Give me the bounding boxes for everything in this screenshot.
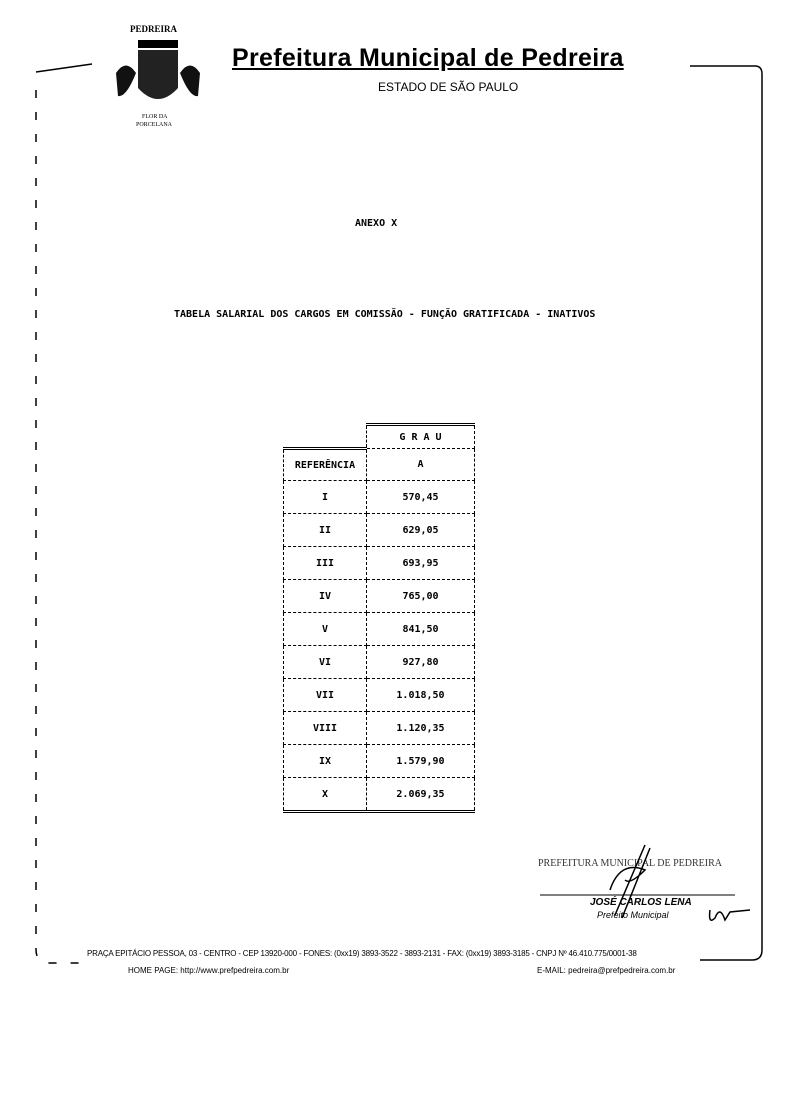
ref-cell: IX xyxy=(284,745,367,778)
footer-address: PRAÇA EPITÁCIO PESSOA, 03 - CENTRO - CEP 13920-000 - FONES: (0xx19) 3893-3522 - 3893-2131 - FAX: (0xx19) 3893-3185 - CNPJ Nº 46.410.775/0001-38 xyxy=(87,949,637,958)
ref-cell: I xyxy=(284,481,367,514)
ref-cell: IV xyxy=(284,580,367,613)
official-stamp: PREFEITURA MUNICIPAL DE PEDREIRA xyxy=(538,858,722,869)
ref-cell: VI xyxy=(284,646,367,679)
grau-header: G R A U xyxy=(367,425,475,449)
value-cell: 841,50 xyxy=(367,613,475,646)
ref-cell: III xyxy=(284,547,367,580)
municipal-coat-of-arms-logo xyxy=(108,18,208,130)
value-cell: 693,95 xyxy=(367,547,475,580)
svg-text:FLOR DA: FLOR DA xyxy=(142,114,168,120)
table-row xyxy=(284,514,475,547)
value-cell: 1.579,90 xyxy=(367,745,475,778)
table-row xyxy=(284,712,475,745)
value-cell: 2.069,35 xyxy=(367,778,475,812)
salary-table xyxy=(283,423,475,813)
table-row xyxy=(284,547,475,580)
ref-cell: X xyxy=(284,778,367,812)
table-row xyxy=(284,745,475,778)
table-row xyxy=(284,481,475,514)
page-header-title: Prefeitura Municipal de Pedreira xyxy=(232,44,624,72)
svg-text:PEDREIRA: PEDREIRA xyxy=(130,24,178,34)
page-header-subtitle: ESTADO DE SÃO PAULO xyxy=(378,80,519,94)
referencia-header: REFERÊNCIA xyxy=(284,449,367,481)
ref-cell: VIII xyxy=(284,712,367,745)
table-row xyxy=(284,580,475,613)
value-cell: 1.120,35 xyxy=(367,712,475,745)
annex-heading: ANEXO X xyxy=(355,218,398,229)
svg-text:PORCELANA: PORCELANA xyxy=(136,122,173,128)
table-row xyxy=(284,646,475,679)
footer-homepage[interactable]: HOME PAGE: http://www.prefpedreira.com.br xyxy=(128,966,290,975)
ref-cell: V xyxy=(284,613,367,646)
table-row xyxy=(284,778,475,812)
value-cell: 1.018,50 xyxy=(367,679,475,712)
signer-name: JOSÉ CARLOS LENA xyxy=(590,897,692,908)
value-cell: 570,45 xyxy=(367,481,475,514)
signer-role: Prefeito Municipal xyxy=(597,910,669,920)
grade-a-header: A xyxy=(367,449,475,481)
value-cell: 765,00 xyxy=(367,580,475,613)
value-cell: 927,80 xyxy=(367,646,475,679)
ref-cell: II xyxy=(284,514,367,547)
ref-cell: VII xyxy=(284,679,367,712)
table-row xyxy=(284,613,475,646)
table-row xyxy=(284,679,475,712)
value-cell: 629,05 xyxy=(367,514,475,547)
table-title: TABELA SALARIAL DOS CARGOS EM COMISSÃO - FUNÇÃO GRATIFICADA - INATIVOS xyxy=(174,309,596,320)
footer-email[interactable]: E-MAIL: pedreira@prefpedreira.com.br xyxy=(537,966,676,975)
